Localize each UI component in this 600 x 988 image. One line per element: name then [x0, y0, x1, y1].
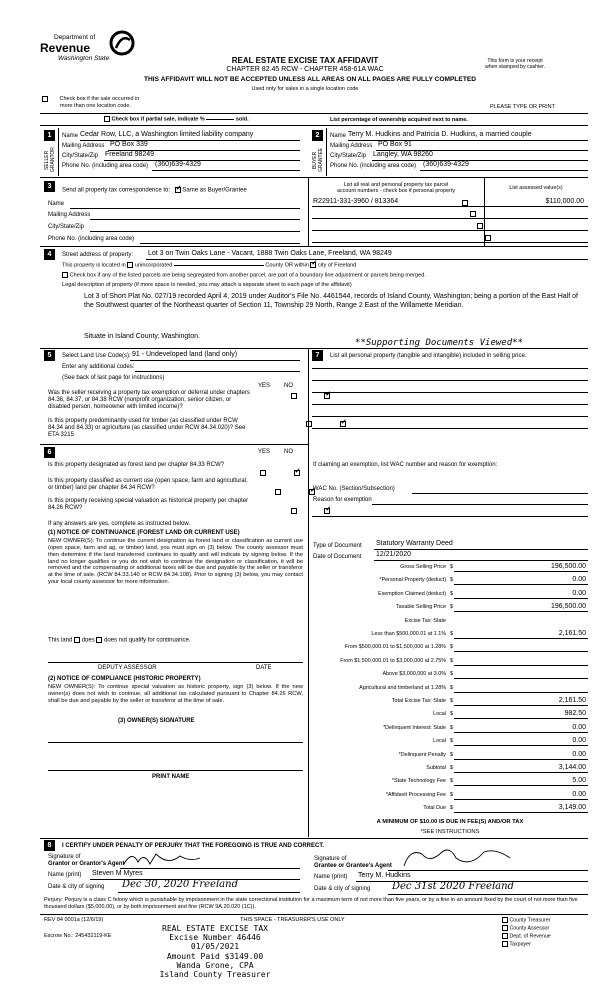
section-1-number: 1: [44, 130, 55, 141]
s5-q1-no-checkbox[interactable]: [324, 393, 330, 399]
partial-sale-checkbox[interactable]: [104, 116, 110, 122]
tax-row-label: Local: [433, 711, 446, 718]
buyer-city-label: City/State/Zip: [330, 153, 367, 159]
buyer-mail[interactable]: PO Box 91: [378, 141, 412, 148]
send-correspondence-label: Send all property tax correspondence to:: [62, 187, 171, 194]
parcel-header-2: account numbers - check box if personal property: [336, 188, 456, 195]
s6-q3-yes-checkbox[interactable]: [291, 508, 297, 514]
tax-row-dollar: $: [450, 724, 453, 731]
grantee-name-label: Name (print): [314, 874, 348, 880]
grantor-sig-label-1: Signature of: [48, 854, 81, 860]
tax-row: [312, 710, 588, 719]
parcel-3-personal-checkbox[interactable]: [477, 223, 483, 229]
buyer-city[interactable]: Langley, WA 98260: [373, 151, 433, 158]
revenue-label: Revenue: [40, 41, 91, 55]
parcel-number-1[interactable]: R22911-331-3960 / 813364: [313, 198, 399, 205]
tax-row: [312, 590, 588, 599]
tax-row-value[interactable]: 196,500.00: [550, 603, 586, 611]
type-or-print: PLEASE TYPE OR PRINT: [490, 104, 556, 110]
grantee-name[interactable]: Terry M. Hudkins: [358, 872, 411, 879]
s6-q1-yes-checkbox[interactable]: [260, 470, 266, 476]
seller-phone[interactable]: (360)639-4329: [155, 161, 201, 168]
tax-row: [312, 670, 588, 679]
receipt-note: [455, 58, 575, 70]
unincorporated-checkbox[interactable]: [127, 262, 133, 268]
tax-row-dollar: $: [450, 577, 453, 584]
buyer-phone-label: Phone No. (including area code): [330, 163, 417, 169]
grantee-sig-label-1: Signature of: [314, 856, 347, 862]
tax-row: [312, 603, 588, 612]
s6-q2-no-checkbox[interactable]: [309, 489, 315, 495]
reason-label: Reason for exemption: [313, 497, 372, 503]
stamp-line-4: Amount Paid $3149.00: [166, 951, 264, 961]
notice-1-text: NEW OWNER(S): To continue the current designation as forest land or classification as current use (open space, farm and ag, or timber) land, you must sign on (3) below. The county assessor must then determine if the land transferred continues to qualify and will indicate by signing below. If the land no longer qualifies or you do not wish to continue the designation or classification, it will be removed and the compensating or additional taxes will be due and payable by the seller or transferor at the time of sale. (RCW 84.33.140 or RCW 84.34.108). Prior to signing (3) below, you may contact your local county assessor for more information.: [48, 538, 303, 586]
if-yes-note: If any answers are yes, complete as instructed below.: [48, 521, 191, 527]
grantee-date-label: Date & city of signing: [314, 886, 371, 892]
county-label: County OR within: [265, 262, 309, 269]
copy-taxpayer: Taxpayer: [502, 941, 551, 949]
stamp-line-2: Excise Number 46446: [169, 933, 261, 943]
parcel-4-personal-checkbox[interactable]: [485, 235, 491, 241]
section-6-number: 6: [44, 447, 55, 458]
tax-row-value[interactable]: 5.00: [572, 777, 586, 785]
personal-property-label: List all personal property (tangible and intangible) included in selling price.: [330, 353, 527, 359]
certify-statement: I CERTIFY UNDER PENALTY OF PERJURY THAT THE FOREGOING IS TRUE AND CORRECT.: [62, 843, 325, 849]
tax-row-value[interactable]: 0.00: [572, 790, 586, 798]
city-of-checkbox[interactable]: [310, 262, 316, 268]
unincorporated-label: unincorporated: [134, 262, 173, 269]
same-as-buyer-checkbox[interactable]: [175, 187, 181, 193]
tax-row-label: *Affidavit Processing Fee: [385, 791, 446, 798]
s3-mail-label: Mailing Address: [48, 212, 91, 218]
s5-no-header: NO: [284, 383, 293, 389]
s5-q2-no-checkbox[interactable]: [340, 421, 346, 427]
tax-row: [312, 630, 588, 639]
copy-dept-revenue-checkbox[interactable]: [502, 933, 508, 939]
city-of-label: city of Freeland: [317, 262, 357, 269]
seller-name[interactable]: Cedar Row, LLC, a Washington limited liability company: [80, 131, 254, 138]
form-warning: THIS AFFIDAVIT WILL NOT BE ACCEPTED UNLESS ALL AREAS ON ALL PAGES ARE FULLY COMPLETED: [143, 76, 477, 83]
tax-row-dollar: $: [450, 684, 453, 691]
tax-row-dollar: $: [450, 738, 453, 745]
section-7-number: 7: [312, 350, 323, 361]
seller-mail[interactable]: PO Box 339: [110, 141, 148, 148]
multi-location-label-1: Check box if the sale occurred in: [59, 96, 140, 103]
s6-question-3: Is this property receiving special valuation as historical property per chapter 84.26 RCW?: [48, 498, 249, 512]
does-qualify-checkbox[interactable]: [74, 637, 80, 643]
form-title: REAL ESTATE EXCISE TAX AFFIDAVIT: [231, 56, 379, 65]
s5-yes-header: YES: [258, 383, 271, 389]
tax-row: [312, 617, 588, 626]
seller-city[interactable]: Freeland 98249: [105, 151, 155, 158]
tax-row: [312, 684, 588, 693]
copy-taxpayer-checkbox[interactable]: [502, 941, 508, 947]
s6-no-header: NO: [284, 449, 293, 455]
buyer-name[interactable]: Terry M. Hudkins and Patricia D. Hudkins, a married couple: [348, 131, 532, 138]
tax-row-label: From $500,000.01 to $1,500,000 at 1.28%: [344, 644, 446, 651]
tax-row-dollar: $: [450, 671, 453, 678]
list-pct-label: List percentage of ownership acquired next to name.: [330, 117, 468, 123]
partial-sale-row[interactable]: [104, 116, 249, 123]
notice-2-title: (2) NOTICE OF COMPLIANCE (HISTORIC PROPERTY): [48, 676, 201, 682]
tax-row-label: *Personal Property (deduct): [379, 577, 446, 584]
s3-phone-label: Phone No. (including area code): [48, 236, 135, 242]
tax-row-label: Subtotal: [426, 765, 446, 771]
copy-dept-revenue: Dept. of Revenue: [502, 933, 551, 941]
tax-row-label: Local: [433, 738, 446, 745]
notice-2-text: NEW OWNER(S): To continue special valuation as historic property, sign (3) below. If the new owner(s) does not wish to continue, all additional tax calculated pursuant to Chapter 84.26 RCW, shall be due and payable by the seller or transferor at the time of sale.: [48, 684, 303, 704]
tax-row-label: Agricultural and timberland at 1.28%: [359, 684, 446, 691]
seller-city-label: City/State/Zip: [62, 153, 99, 159]
street-address-label: Street address of property:: [62, 252, 134, 258]
s6-question-2: Is this property classified as current use (open space, farm and agricultural, or timber) land per chapter 84.34 RCW?: [48, 478, 248, 492]
multi-location-checkbox-row[interactable]: [42, 96, 139, 110]
treasurer-stamp: [130, 924, 300, 979]
copy-county-assessor-checkbox[interactable]: [502, 925, 508, 931]
s5-q1-yes-checkbox[interactable]: [291, 393, 297, 399]
grantor-sig-label-2: Grantor or Grantor's Agent: [48, 861, 125, 868]
s3-name-label: Name: [48, 201, 65, 207]
copy-county-treasurer: County Treasurer: [502, 917, 551, 925]
multi-location-checkbox[interactable]: [42, 96, 48, 102]
treasurer-space-label: THIS SPACE - TREASURER'S USE ONLY: [240, 917, 345, 923]
assessor-date-label: DATE: [256, 665, 272, 671]
copy-county-treasurer-checkbox[interactable]: [502, 917, 508, 923]
copy-county-assessor: County Assessor: [502, 925, 551, 933]
tax-row-dollar: $: [450, 657, 453, 664]
stamp-line-3: 01/05/2021: [190, 942, 240, 952]
tax-row-label: Taxable Selling Price: [395, 604, 446, 611]
tax-row-label: *State Technology Fee: [391, 778, 446, 785]
does-not-qualify-checkbox[interactable]: [96, 637, 102, 643]
form-subtitle: CHAPTER 82.45 RCW - CHAPTER 458-61A WAC: [226, 66, 384, 73]
tax-row: [312, 777, 588, 786]
tax-row-value[interactable]: 3,144.00: [558, 764, 586, 771]
tax-row-value[interactable]: 196,500.00: [550, 563, 586, 570]
seller-phone-label: Phone No. (including area code): [62, 163, 149, 169]
additional-codes-label: Enter any additional codes:: [62, 364, 135, 370]
section-4-number: 4: [44, 249, 55, 260]
s5-q2-yes-checkbox[interactable]: [306, 421, 312, 427]
tax-row-label: Total Excise Tax: State: [391, 698, 446, 704]
receipt-note-2: when stamped by cashier.: [485, 64, 545, 71]
perjury-notice: [44, 897, 592, 910]
deputy-assessor-label: DEPUTY ASSESSOR: [98, 665, 157, 671]
s6-yes-header: YES: [258, 449, 271, 455]
s6-q2-yes-checkbox[interactable]: [275, 489, 281, 495]
see-instructions-note: *SEE INSTRUCTIONS: [420, 829, 480, 835]
buyer-phone[interactable]: (360)639-4329: [423, 161, 469, 168]
legal-description-label: Legal description of property (if more space is needed, you may attach a separate sheet to each page of the affidavit): [62, 282, 352, 288]
grantor-signature[interactable]: [120, 850, 240, 868]
print-name-label: PRINT NAME: [152, 774, 190, 780]
washington-state-label: Washington State: [58, 55, 110, 62]
tax-row: [312, 791, 588, 800]
multi-location-label-2: more than one location code.: [60, 103, 131, 110]
assessed-value-1[interactable]: $110,000.00: [545, 198, 584, 205]
grantee-date[interactable]: Dec 31st 2020 Freeland: [392, 881, 514, 892]
stamp-line-5: Wanda Grone, CPA: [176, 960, 254, 970]
tax-row-dollar: $: [450, 751, 453, 758]
grantee-sig-label-2: Grantee or Grantee's Agent: [314, 863, 392, 870]
s6-q3-no-checkbox[interactable]: [324, 508, 330, 514]
grantor-name-label: Name (print): [48, 872, 82, 878]
tax-row-dollar: $: [450, 765, 453, 771]
tax-row-label: Less than $500,000.01 at 1.1%: [371, 631, 446, 637]
tax-row-value[interactable]: 2,161.50: [558, 697, 586, 704]
receipt-note-1: This form is your receipt: [487, 58, 543, 64]
tax-row-label: Above $3,000,000 at 3.0%: [382, 671, 446, 678]
located-label: This property is located in: [62, 262, 126, 269]
seller-name-label: Name: [62, 133, 79, 139]
grantor-name[interactable]: Steven M Myres: [92, 870, 143, 877]
form-usage: Used only for sales in a single location code: [251, 86, 359, 92]
tax-row-label: Exemption Claimed (deduct): [377, 590, 446, 597]
escrow-label: Escrow No.:: [44, 933, 74, 939]
supporting-documents-note: **Supporting Documents Viewed**: [355, 338, 523, 348]
notice-1-title: (1) NOTICE OF CONTINUANCE (FOREST LAND OR CURRENT USE): [48, 530, 240, 536]
s5-question-1: Was the seller receiving a property tax exemption or deferral under chapters 84.36, 84.37, or 84.38 RCW (nonprofit organization, senior citizen, or disabled person, homeowner with limited income)?: [48, 390, 250, 411]
grantor-date[interactable]: Dec 30, 2020 Freeland: [122, 879, 238, 890]
tax-row-label: *Delinquent Penalty: [398, 751, 446, 758]
minimum-fee-note: A MINIMUM OF $10.00 IS DUE IN FEE(S) AND/OR TAX: [376, 819, 524, 825]
tax-row-dollar: $: [450, 805, 453, 812]
land-use-label: Select Land Use Code(s):: [62, 353, 131, 359]
tax-row-value[interactable]: 0.00: [572, 723, 586, 731]
tax-row-label: *Delinquent Interest: State: [383, 724, 446, 731]
segregated-checkbox[interactable]: [62, 272, 68, 278]
sold-label: sold.: [235, 116, 249, 123]
grantor-date-label: Date & city of signing: [48, 884, 105, 890]
perjury-text: Perjury: Perjury is a class C felony which is punishable by imprisonment in the state correctional institution for a maximum term of not more than five years, or by a fine in an amount fixed by the court of not more than five thousand dollars ($5,000.00), or by both imprisonment and fine (RCW 9A.20.020 (1C)).: [44, 897, 578, 910]
escrow-row: [44, 933, 111, 940]
land-use-code[interactable]: 91 - Undeveloped land (land only): [132, 351, 238, 358]
tax-row-dollar: $: [450, 631, 453, 637]
tax-row-value[interactable]: 0.00: [572, 737, 586, 745]
buyer-mail-label: Mailing Address: [330, 143, 373, 149]
see-back-label: (See back of last page for instructions): [62, 375, 165, 381]
doc-type[interactable]: Statutory Warranty Deed: [376, 540, 453, 547]
tax-row: [312, 737, 588, 746]
tax-row-dollar: $: [450, 698, 453, 704]
tax-row: [312, 764, 588, 773]
escrow-number: 245432119-KE: [75, 933, 112, 939]
tax-row-value[interactable]: 0.00: [572, 576, 586, 584]
partial-sale-label: Check box if partial sale, indicate %: [111, 116, 205, 123]
doc-type-label: Type of Document: [313, 543, 362, 549]
copy-distribution: [502, 917, 551, 949]
parcel-2-personal-checkbox[interactable]: [470, 211, 476, 217]
tax-row-dollar: $: [450, 644, 453, 651]
tax-row: [312, 724, 588, 733]
tax-row-label: Excise Tax: State: [404, 617, 446, 624]
situate-line: Situate in Island County, Washington.: [84, 333, 200, 340]
wac-label: WAC No. (Section/Subsection): [313, 486, 395, 492]
buyer-name-label: Name: [330, 133, 347, 139]
tax-row-dollar: $: [450, 711, 453, 718]
buyer-grantee-label: BUYER GRANTEE: [312, 147, 324, 173]
s5-question-2: Is this property predominantly used for timber (as classified under RCW 84.34 and 84.33) or agriculture (as classified under RCW 84.34.020)? See ETA 3215: [48, 418, 246, 439]
tax-row-value[interactable]: 982.50: [564, 710, 586, 718]
section-5-number: 5: [44, 350, 55, 361]
send-correspondence-row: [62, 187, 247, 195]
doc-date[interactable]: 12/21/2020: [376, 551, 412, 558]
tax-row-value[interactable]: 0.00: [572, 750, 586, 758]
tax-row-dollar: $: [450, 564, 453, 570]
seller-grantor-label: SELLER GRANTOR: [44, 147, 56, 173]
tax-row-dollar: $: [450, 791, 453, 798]
dept-of-label: Department of: [54, 34, 96, 41]
dor-logo: [40, 28, 150, 68]
same-as-buyer-label: Same as Buyer/Grantee: [182, 187, 247, 194]
tax-row: [312, 697, 588, 706]
doc-date-label: Date of Document: [313, 554, 362, 560]
land-qualify-label: This land: [48, 637, 73, 644]
tax-row: [312, 576, 588, 585]
tax-row: [312, 751, 588, 760]
section-3-number: 3: [44, 181, 55, 192]
form-number: REV 84 0001a (12/6/19): [44, 917, 104, 923]
s6-question-1: Is this property designated as forest land per chapter 84.33 RCW?: [48, 462, 225, 468]
grantee-sig-label: [314, 856, 392, 870]
section-2-number: 2: [312, 130, 323, 141]
exemption-label: If claiming an exemption, list WAC number and reason for exemption:: [313, 462, 498, 468]
tax-row-value[interactable]: 0.00: [572, 589, 586, 597]
stamp-line-6: Island County Treasurer: [159, 969, 271, 979]
tax-row: [312, 804, 588, 813]
tax-row-dollar: $: [450, 590, 453, 597]
does-not-label: does not qualify for continuance.: [104, 637, 191, 644]
land-qualify-row: [48, 637, 190, 645]
parcel-header-1: List all real and personal property tax parcel: [343, 182, 449, 188]
tax-row-value[interactable]: 3,149.00: [558, 804, 586, 812]
tax-row-label: Gross Selling Price: [400, 564, 446, 570]
dor-logo-icon: [108, 30, 136, 56]
legal-description[interactable]: Lot 3 of Short Plat No. 027/19 recorded April 4, 2019 under Auditor's File No. 4461544, records of Island County, Washington; being a portion of the East Half of the Southwest quarter of the Northeast quarter of Section 11, Township 29 North, Range 2 East of the Willamette Meridian.: [84, 293, 578, 310]
assessed-header: List assessed value(s): [509, 185, 563, 191]
tax-row: [312, 643, 588, 652]
segregated-row: [62, 272, 582, 279]
tax-row-dollar: $: [450, 778, 453, 785]
tax-row: [312, 657, 588, 666]
stamp-line-1: REAL ESTATE EXCISE TAX: [162, 924, 268, 933]
s6-q1-no-checkbox[interactable]: [294, 470, 300, 476]
seller-mail-label: Mailing Address: [62, 143, 105, 149]
tax-row-dollar: $: [450, 604, 453, 611]
tax-row: [312, 563, 588, 572]
segregated-label: Check box if any of the listed parcels are being segregated from another parcel, are part of a boundary line adjustment or parcels being merged.: [69, 272, 426, 279]
street-address[interactable]: Lot 3 on Twin Oaks Lane - Vacant, 1888 Twin Oaks Lane, Freeland, WA 98249: [148, 250, 392, 257]
parcel-header: [310, 182, 482, 195]
located-row: [62, 262, 356, 269]
tax-row-label: From $1,500,000.01 to $3,000,000 at 2.75%: [340, 657, 446, 664]
tax-row-label: Total Due: [423, 805, 446, 812]
s3-city-label: City/State/Zip: [48, 224, 85, 230]
grantee-signature[interactable]: [400, 846, 520, 870]
owner-signature-label: (3) OWNER(S) SIGNATURE: [118, 718, 195, 724]
tax-row-value[interactable]: 2,161.50: [558, 630, 586, 637]
does-label: does: [81, 637, 95, 644]
grantor-sig-label: [48, 854, 125, 868]
section-8-number: 8: [44, 840, 55, 851]
